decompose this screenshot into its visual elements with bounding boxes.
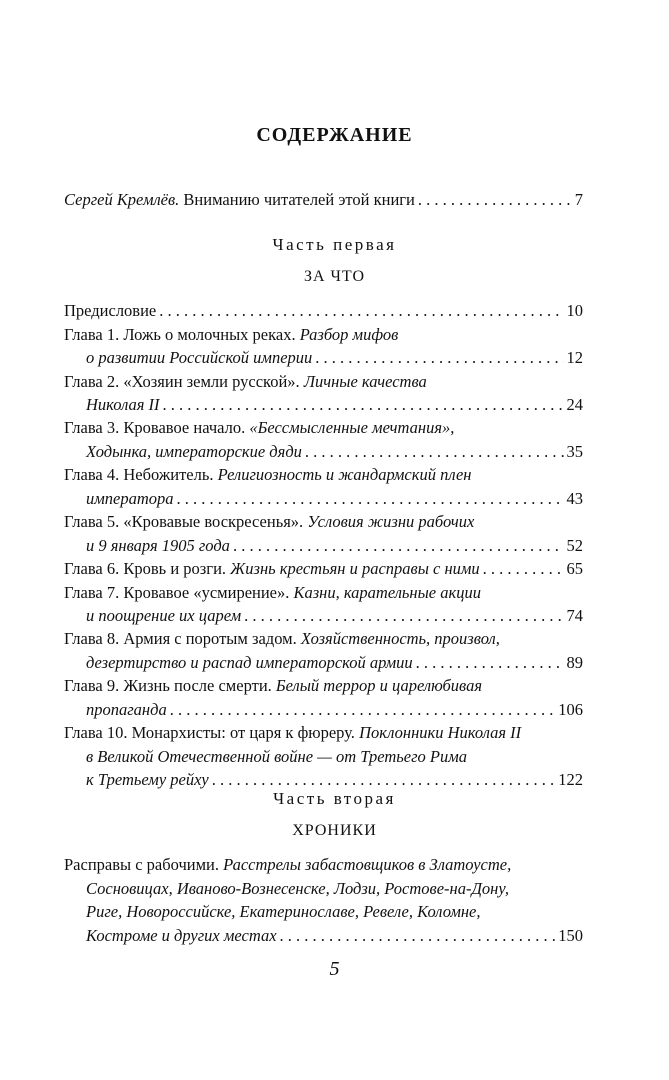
part2-label: Часть вторая [273, 789, 396, 808]
entry-line [64, 853, 583, 877]
toc-entry [64, 299, 583, 323]
entry-line [64, 463, 583, 487]
entry-text: Предисловие [64, 301, 157, 320]
entry-line [64, 487, 583, 511]
entry-text: в Великой Отечественной войне — от Третьего Рима [86, 746, 468, 766]
part1-label: Часть первая [272, 235, 397, 254]
entry-text: дезертирство и распад императорской армии [86, 652, 413, 672]
entry-page-number: 65 [566, 558, 583, 578]
entry-line [64, 900, 583, 924]
entry-line [64, 323, 583, 347]
entry-text: Расправы с рабочими. Расстрелы забастовщиков в Златоусте, [64, 855, 512, 874]
page-number: 5 [329, 958, 340, 980]
entry-page-number: 150 [558, 925, 583, 945]
entry-page-number: 106 [558, 699, 583, 719]
entry-text: Глава 6. Кровь и розги. Жизнь крестьян и расправы с ними [64, 558, 480, 578]
part2-subtitle: ХРОНИКИ [292, 822, 377, 839]
entry-text: о развитии Российской империи [86, 348, 313, 368]
toc-entry [64, 557, 583, 581]
entry-author: Сергей Кремлёв. [64, 190, 180, 209]
dot-leader [315, 346, 563, 370]
entry-line [64, 510, 583, 534]
entry-page-number: 12 [566, 348, 583, 368]
entry-page-number: 35 [566, 441, 583, 461]
entry-line [64, 581, 583, 605]
entry-text: Глава 3. Кровавое начало. «Бессмысленные мечтания», [64, 418, 455, 438]
entry-text: Николая II [86, 395, 160, 415]
dot-leader [159, 299, 563, 323]
entry-text: императора [86, 488, 174, 508]
entry-line [64, 745, 583, 769]
entry-line [64, 721, 583, 745]
toc-entry [64, 323, 583, 370]
entry-text: Ходынка, императорские дяди [86, 441, 302, 461]
entry-line [64, 393, 583, 417]
toc-entry [64, 627, 583, 674]
entry-line [64, 627, 583, 651]
dot-leader [177, 487, 564, 511]
dot-leader [305, 440, 564, 464]
entry-text: Глава 7. Кровавое «усмирение». Казни, карательные акции [64, 582, 481, 602]
toc-entry [64, 463, 583, 510]
entry-text: Сосновицах, Иваново-Вознесенске, Лодзи, Ростове-на-Дону, [86, 878, 509, 898]
entry-text: Глава 5. «Кровавые воскресенья». Условия жизни рабочих [64, 512, 475, 531]
entry-line [64, 651, 583, 675]
entry-line [64, 924, 583, 948]
entry-page-number: 24 [566, 395, 583, 415]
entry-page-number: 89 [566, 652, 583, 672]
entry-line [64, 674, 583, 698]
entry-line [64, 604, 583, 628]
entry-text: Глава 1. Ложь о молочных реках. Разбор мифов [64, 324, 399, 344]
dot-leader [280, 924, 556, 948]
part1-subtitle: ЗА ЧТО [303, 268, 366, 285]
entry-line [64, 416, 583, 440]
dot-leader [244, 604, 563, 628]
entry-line [64, 877, 583, 901]
entry-text: Костроме и других местах [86, 925, 277, 945]
toc-entry [64, 510, 583, 557]
entry-text: пропаганда [86, 699, 167, 719]
toc-entry [64, 721, 583, 792]
toc-entry [64, 853, 583, 947]
entry-line [64, 346, 583, 370]
entry-page-number: 10 [566, 301, 583, 320]
entry-line [64, 299, 583, 323]
toc-entry [64, 674, 583, 721]
entry-text: Глава 9. Жизнь после смерти. Белый террор и царелюбивая [64, 676, 483, 696]
entry-page-number: 43 [566, 488, 583, 508]
entry-line [64, 440, 583, 464]
entry-page-number: 52 [566, 535, 583, 555]
page-title: СОДЕРЖАНИЕ [256, 124, 413, 146]
toc-entry [64, 581, 583, 628]
entry-text: Риге, Новороссийске, Екатеринославе, Ревеле, Коломне, [86, 902, 481, 922]
entry-text: Глава 10. Монархисты: от царя к фюреру. Поклонники Николая II [64, 723, 522, 742]
entry-text: Глава 2. «Хозяин земли русской». Личные качества [64, 371, 427, 391]
entry-text: Вниманию читателей этой книги [179, 190, 415, 209]
entry-line [64, 534, 583, 558]
toc-entry-intro [64, 188, 583, 212]
entry-page-number: 122 [558, 770, 583, 790]
entry-text: к Третьему рейху [86, 770, 209, 790]
entry-text: и поощрение их царем [86, 606, 242, 626]
entry-line [64, 698, 583, 722]
dot-leader [170, 698, 556, 722]
dot-leader [483, 557, 564, 581]
entry-page-number: 74 [566, 606, 583, 626]
dot-leader [163, 393, 564, 417]
entry-text: Глава 4. Небожитель. Религиозность и жандармский плен [64, 465, 472, 485]
dot-leader [416, 651, 564, 675]
dot-leader [418, 188, 572, 212]
dot-leader [233, 534, 564, 558]
toc-entry [64, 416, 583, 463]
entry-line [64, 370, 583, 394]
toc-entry [64, 370, 583, 417]
entry-text: и 9 января 1905 года [86, 535, 230, 555]
entry-line [64, 557, 583, 581]
entry-page-number: 7 [574, 190, 583, 209]
entry-text: Глава 8. Армия с поротым задом. Хозяйственность, произвол, [64, 629, 500, 649]
